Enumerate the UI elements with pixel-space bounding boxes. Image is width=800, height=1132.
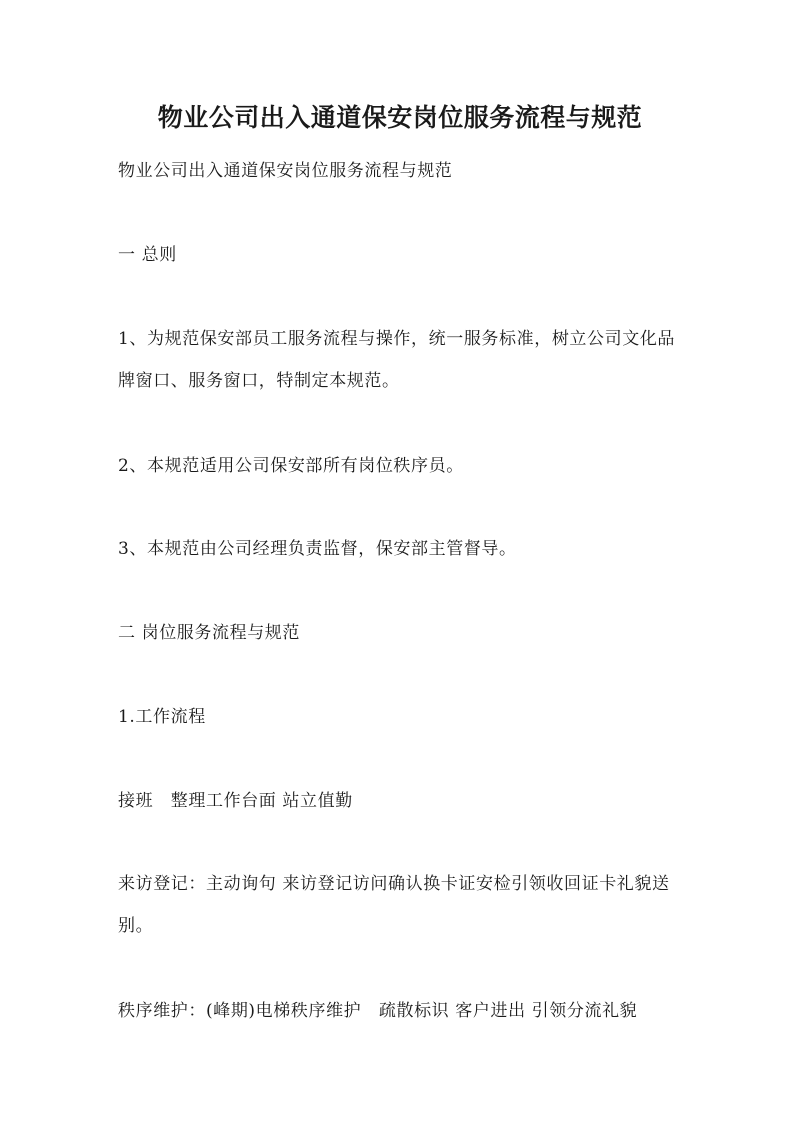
flow-order-maintenance: 秩序维护：(峰期)电梯秩序维护 疏散标识 客户进出 引领分流礼貌 [118, 1001, 638, 1021]
general-item-2: 2、本规范适用公司保安部所有岗位秩序员。 [118, 456, 464, 476]
subsection-heading-work-flow: 1.工作流程 [118, 707, 206, 727]
general-item-3: 3、本规范由公司经理负责监督，保安部主管督导。 [118, 539, 517, 559]
document-title: 物业公司出入通道保安岗位服务流程与规范 [157, 103, 643, 132]
flow-handover: 接班 整理工作台面 站立值勤 [118, 791, 353, 811]
document-subtitle: 物业公司出入通道保安岗位服务流程与规范 [118, 161, 453, 181]
flow-visitor-registration: 来访登记：主动询句 来访登记访问确认换卡证安检引领收回证卡礼貌送别。 [118, 874, 670, 936]
general-item-1: 1、为规范保安部员工服务流程与操作，统一服务标准，树立公司文化品牌窗口、服务窗口，特制定本规范。 [118, 329, 676, 391]
section-heading-general: 一 总则 [118, 245, 177, 265]
section-heading-service-flow: 二 岗位服务流程与规范 [118, 623, 301, 643]
